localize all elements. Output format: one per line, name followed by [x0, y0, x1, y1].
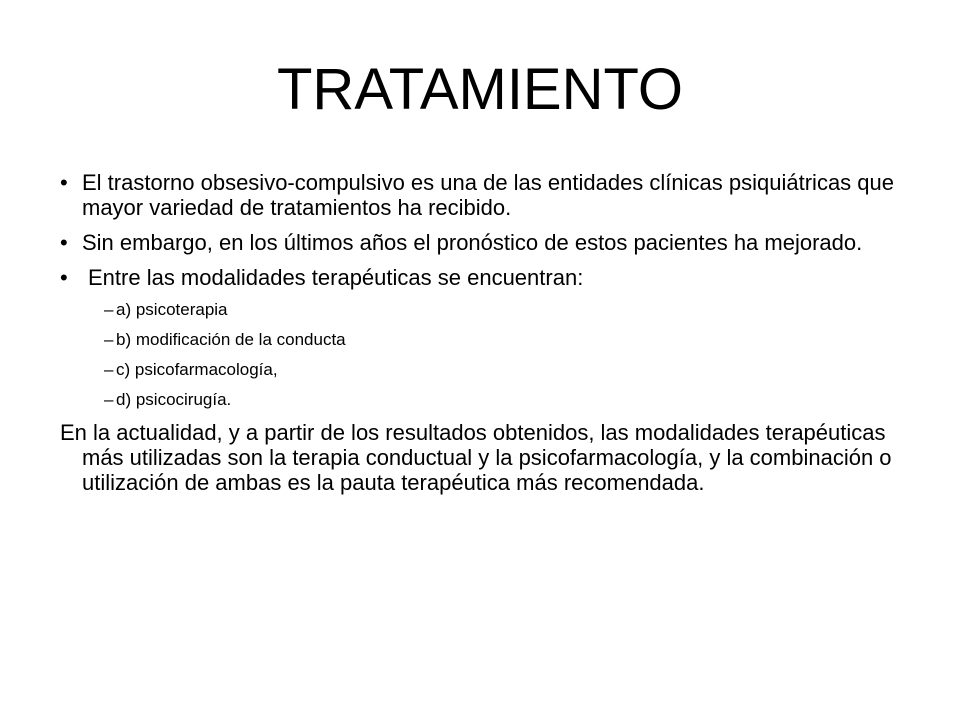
bullet-text: El trastorno obsesivo-compulsivo es una de las entidades clínicas psiquiátricas que mayor variedad de tratamientos ha recibido.: [82, 170, 894, 220]
bullet-text: Entre las modalidades terapéuticas se encuentran:: [88, 265, 584, 290]
bullet-text: Sin embargo, en los últimos años el pronóstico de estos pacientes ha mejorado.: [82, 230, 863, 255]
sub-list-item: [60, 390, 920, 410]
sub-list-item: [60, 300, 920, 320]
sub-marker: –: [104, 300, 114, 319]
slide-body: [60, 170, 920, 495]
sub-item-text: a) psicoterapia: [116, 300, 228, 319]
bullet-marker: •: [60, 170, 68, 195]
bullet-marker: •: [60, 265, 68, 290]
sub-marker: –: [104, 390, 114, 409]
bullet-item: [60, 265, 920, 290]
slide-title: TRATAMIENTO: [277, 57, 683, 122]
sub-item-text: b) modificación de la conducta: [116, 330, 346, 349]
sub-list: [60, 300, 920, 410]
closing-paragraph: En la actualidad, y a partir de los resultados obtenidos, las modalidades terapéuticas más utilizadas son la terapia conductual y la psicofarmacología, y la combinación o utilización de ambas es la pauta terapéutica más recomendada.: [60, 420, 892, 495]
sub-marker: –: [104, 330, 114, 349]
bullet-item: [60, 170, 920, 220]
sub-list-item: [60, 360, 920, 380]
bullet-marker: •: [60, 230, 68, 255]
sub-list-item: [60, 330, 920, 350]
sub-item-text: c) psicofarmacología,: [116, 360, 278, 379]
sub-item-text: d) psicocirugía.: [116, 390, 232, 409]
bullet-item: [60, 230, 920, 255]
sub-marker: –: [104, 360, 114, 379]
